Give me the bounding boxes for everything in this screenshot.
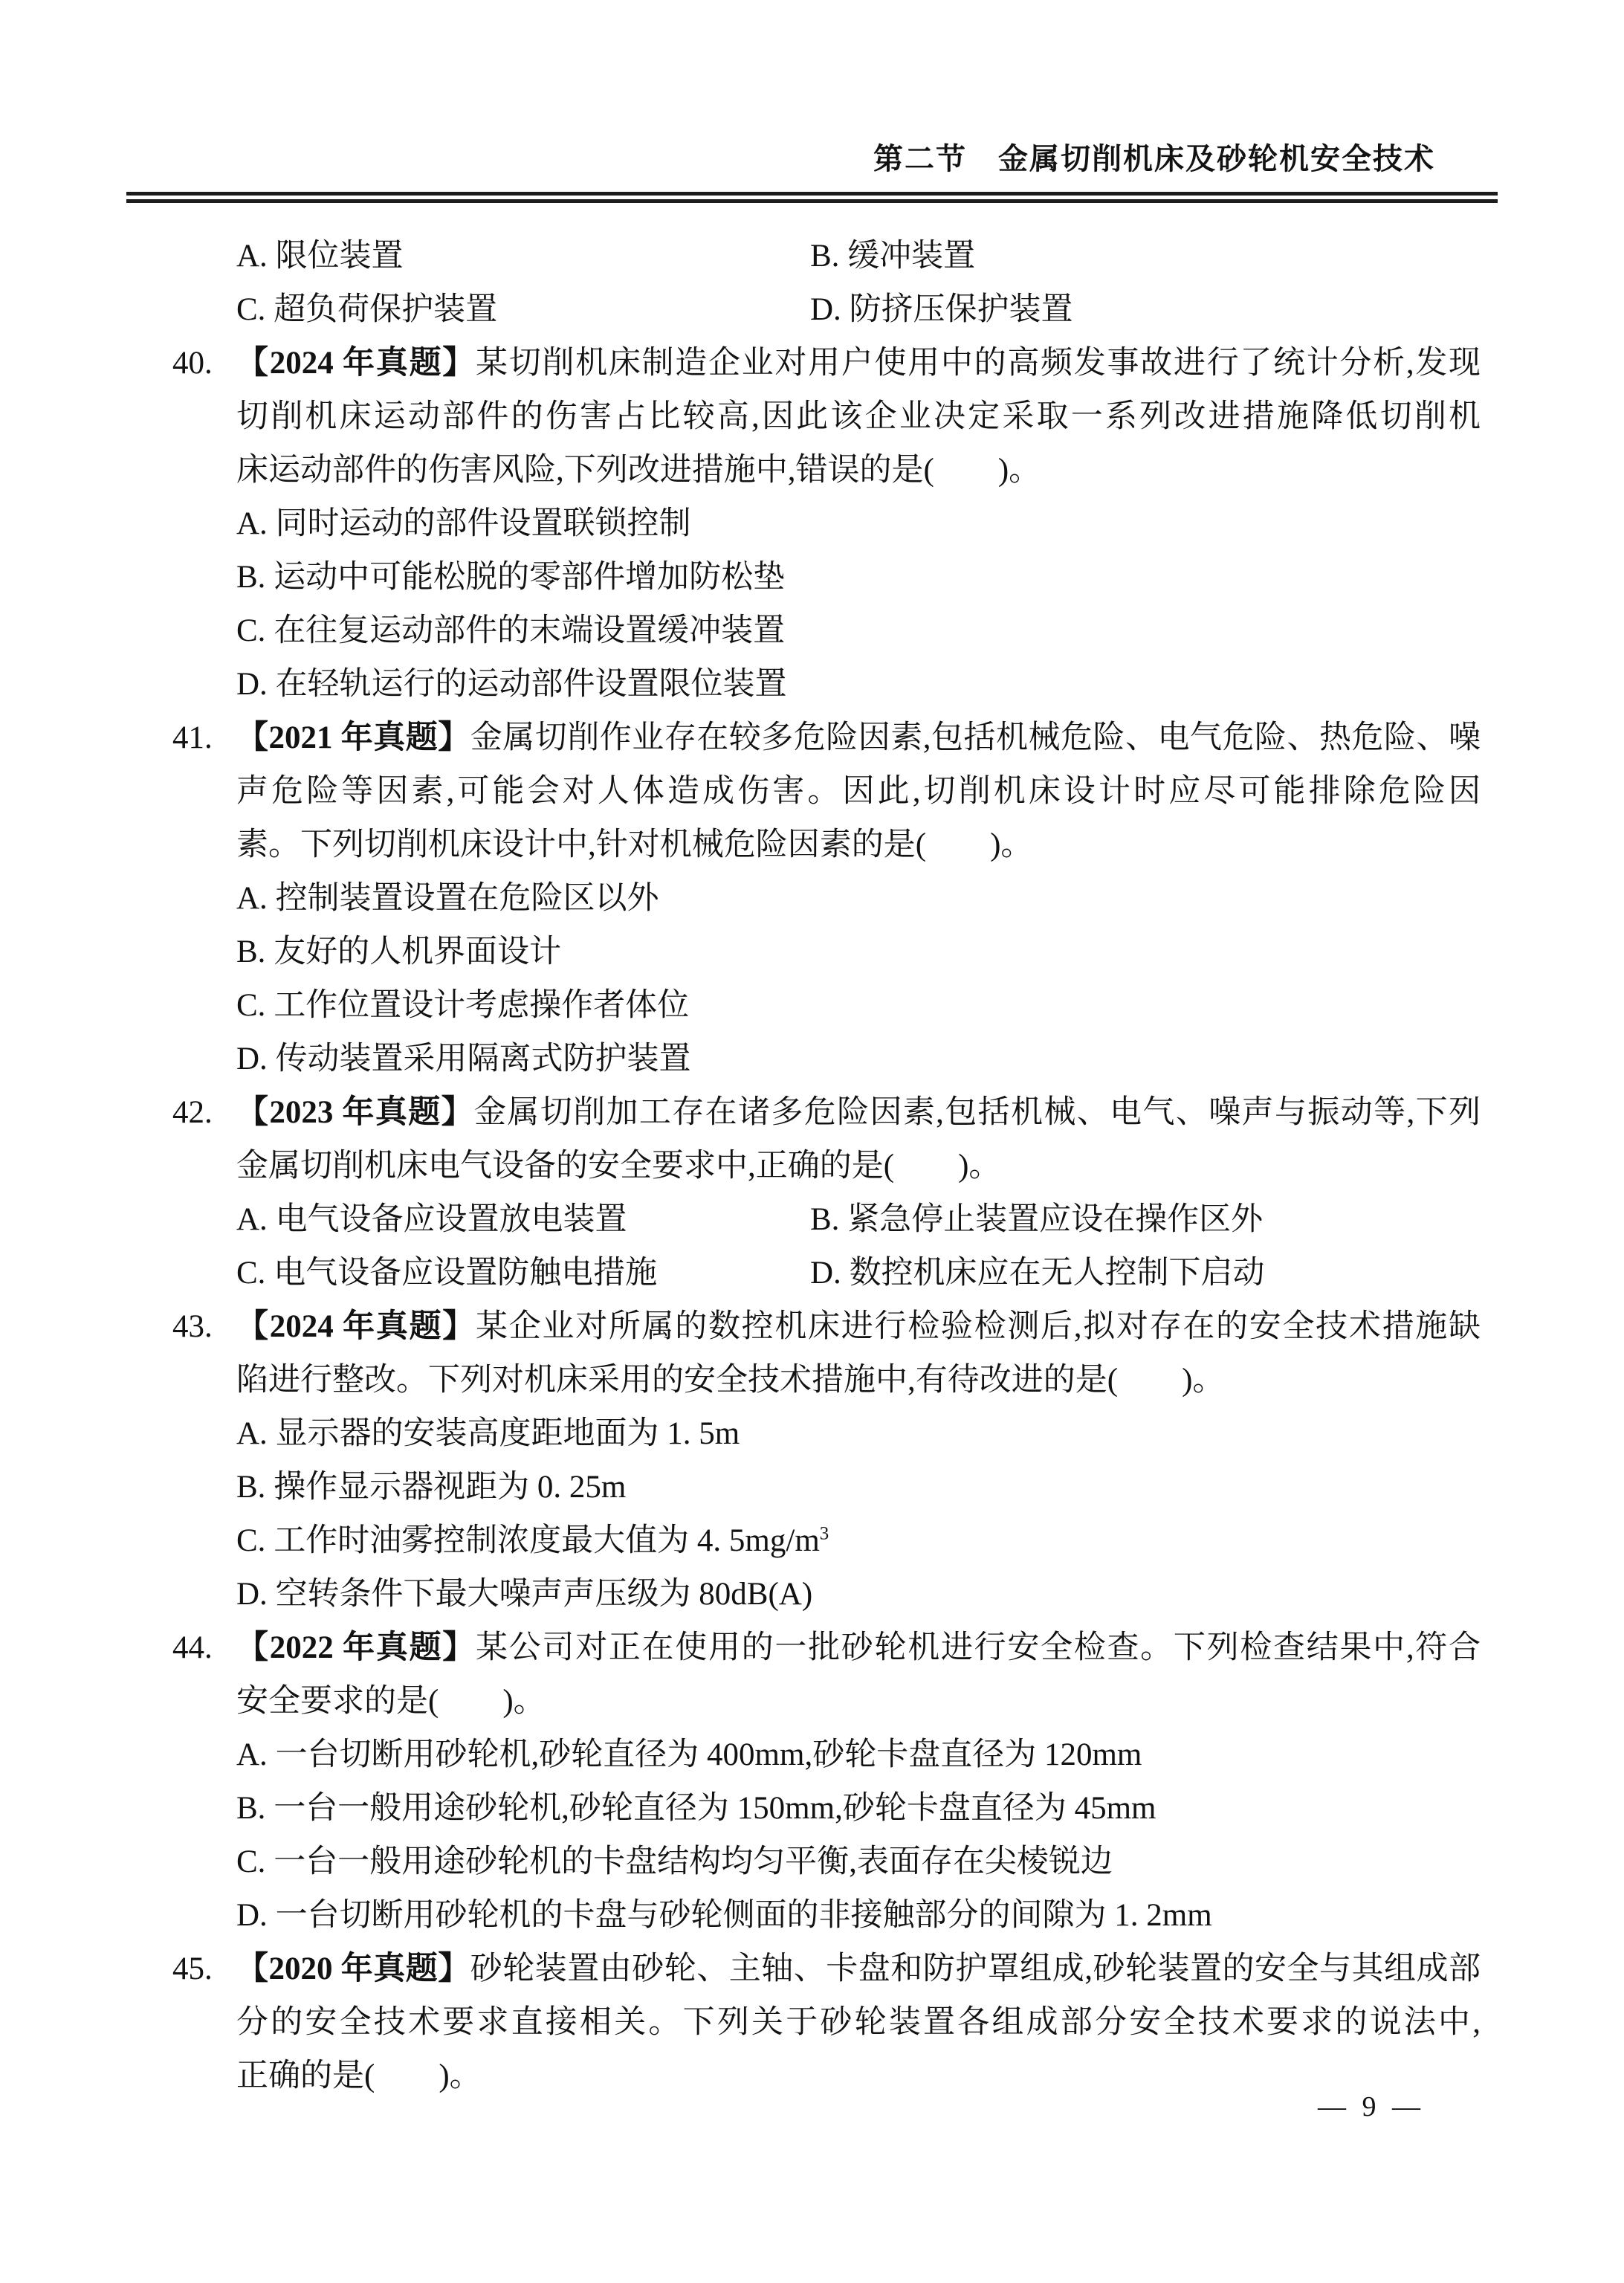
question-stem-text: 金属切削加工存在诸多危险因素,包括机械、电气、噪声与振动等,下列 xyxy=(473,1095,1481,1130)
question-stem-text: 某公司对正在使用的一批砂轮机进行安全检查。下列检查结果中,符合 xyxy=(476,1630,1481,1665)
option-carryover-C xyxy=(236,283,810,337)
question-stem-line xyxy=(172,1621,1481,1675)
question-tag: 【2024 年真题】 xyxy=(236,1309,476,1344)
option-row xyxy=(236,230,1481,283)
option-text: 在往复运动部件的末端设置缓冲装置 xyxy=(274,613,786,648)
option-text: 一台切断用砂轮机,砂轮直径为 400mm,砂轮卡盘直径为 120mm xyxy=(275,1737,1142,1772)
option-text: 友好的人机界面设计 xyxy=(274,934,562,969)
option-letter: A. xyxy=(236,1202,276,1237)
option-41-D xyxy=(236,1033,1481,1086)
question-stem-line xyxy=(172,1086,1481,1140)
option-43-D xyxy=(236,1568,1481,1621)
question-tag: 【2020 年真题】 xyxy=(236,1951,470,1986)
option-letter: B. xyxy=(236,1470,274,1505)
option-letter: C. xyxy=(236,292,274,327)
option-text: 空转条件下最大噪声声压级为 80dB(A) xyxy=(275,1577,813,1612)
option-text: 在轻轨运行的运动部件设置限位装置 xyxy=(275,667,787,702)
question-stem-text: 砂轮装置由砂轮、主轴、卡盘和防护罩组成,砂轮装置的安全与其组成部 xyxy=(470,1951,1481,1986)
option-letter: A. xyxy=(236,1737,276,1772)
question-stem-line: 正确的是( )。 xyxy=(236,2058,482,2093)
question-number: 40. xyxy=(172,346,213,381)
option-text: 紧急停止装置应设在操作区外 xyxy=(847,1202,1264,1237)
option-42-B xyxy=(810,1193,1263,1247)
option-text: 超负荷保护装置 xyxy=(274,292,498,327)
option-text: 传动装置采用隔离式防护装置 xyxy=(275,1042,691,1076)
question-41 xyxy=(172,711,1481,1086)
question-45 xyxy=(172,1943,1481,2103)
question-stem-text: 某切削机床制造企业对用户使用中的高频发事故进行了统计分析,发现 xyxy=(476,346,1481,381)
question-stem-text: 金属切削作业存在较多危险因素,包括机械危险、电气危险、热危险、噪 xyxy=(470,720,1481,755)
carryover-options-block xyxy=(236,230,1481,337)
option-text: 显示器的安装高度距地面为 1. 5m xyxy=(275,1416,740,1451)
question-stem-line xyxy=(172,711,1481,765)
option-text: 限位装置 xyxy=(275,239,404,274)
option-letter: B. xyxy=(810,1202,848,1237)
question-stem-line xyxy=(172,1943,1481,1996)
option-41-C xyxy=(236,979,1481,1033)
question-stem-line: 金属切削机床电气设备的安全要求中,正确的是( )。 xyxy=(236,1149,1001,1184)
option-letter: C. xyxy=(236,1256,274,1291)
option-row xyxy=(236,1193,1481,1247)
question-number: 45. xyxy=(172,1951,213,1986)
option-row xyxy=(236,1247,1481,1300)
option-44-A xyxy=(236,1728,1481,1782)
header-rule-bottom xyxy=(126,199,1498,203)
question-42 xyxy=(172,1086,1481,1300)
option-text: 一台切断用砂轮机的卡盘与砂轮侧面的非接触部分的间隙为 1. 2mm xyxy=(275,1898,1212,1933)
option-carryover-D xyxy=(810,283,1073,337)
option-letter: C. xyxy=(236,613,274,648)
option-superscript: 3 xyxy=(819,1523,829,1544)
option-43-A xyxy=(236,1407,1481,1461)
question-stem-line: 素。下列切削机床设计中,针对机械危险因素的是( )。 xyxy=(236,827,1033,862)
option-text: 控制装置设置在危险区以外 xyxy=(275,881,659,916)
questions-content xyxy=(172,230,1481,2103)
question-stem-line: 床运动部件的伤害风险,下列改进措施中,错误的是( )。 xyxy=(236,453,1041,488)
question-43 xyxy=(172,1300,1481,1621)
page-number: — 9 — xyxy=(1318,2091,1425,2122)
question-tag: 【2021 年真题】 xyxy=(236,720,470,755)
option-41-B xyxy=(236,926,1481,979)
option-carryover-A xyxy=(236,230,810,283)
section-header-title: 第二节 金属切削机床及砂轮机安全技术 xyxy=(873,142,1435,175)
option-text: 工作位置设计考虑操作者体位 xyxy=(274,988,690,1023)
option-letter: B. xyxy=(236,934,274,969)
option-text: 数控机床应在无人控制下启动 xyxy=(849,1256,1265,1291)
option-42-C xyxy=(236,1247,810,1300)
option-43-B xyxy=(236,1461,1481,1514)
option-letter: B. xyxy=(810,239,848,274)
option-letter: B. xyxy=(236,560,274,595)
header-rule-top xyxy=(126,192,1498,196)
option-text: 工作时油雾控制浓度最大值为 4. 5mg/m xyxy=(274,1523,820,1558)
option-text: 缓冲装置 xyxy=(847,239,976,274)
question-stem-line: 声危险等因素,可能会对人体造成伤害。因此,切削机床设计时应尽可能排除危险因 xyxy=(236,774,1481,809)
question-number: 44. xyxy=(172,1630,213,1665)
option-42-D xyxy=(810,1247,1265,1300)
option-carryover-B xyxy=(810,230,975,283)
option-44-B xyxy=(236,1782,1481,1835)
option-44-D xyxy=(236,1889,1481,1943)
question-stem-text: 某企业对所属的数控机床进行检验检测后,拟对存在的安全技术措施缺 xyxy=(476,1309,1481,1344)
option-text: 电气设备应设置防触电措施 xyxy=(274,1256,658,1291)
option-text: 防挤压保护装置 xyxy=(849,292,1073,327)
option-letter: D. xyxy=(236,1042,276,1076)
option-letter: A. xyxy=(236,881,276,916)
option-40-A xyxy=(236,497,1481,551)
option-40-B xyxy=(236,551,1481,604)
option-40-C xyxy=(236,604,1481,658)
question-stem-line xyxy=(172,337,1481,390)
question-number: 42. xyxy=(172,1095,213,1130)
option-41-A xyxy=(236,872,1481,926)
option-text: 操作显示器视距为 0. 25m xyxy=(274,1470,627,1505)
option-text: 一台一般用途砂轮机的卡盘结构均匀平衡,表面存在尖棱锐边 xyxy=(274,1844,1113,1879)
option-letter: B. xyxy=(236,1791,274,1826)
option-letter: D. xyxy=(810,292,850,327)
option-letter: A. xyxy=(236,506,276,541)
option-letter: D. xyxy=(236,1898,276,1933)
option-letter: D. xyxy=(236,1577,276,1612)
option-letter: C. xyxy=(236,988,274,1023)
question-number: 41. xyxy=(172,720,213,755)
option-42-A xyxy=(236,1193,810,1247)
question-tag: 【2024 年真题】 xyxy=(236,346,476,381)
option-40-D xyxy=(236,658,1481,711)
question-stem-line: 陷进行整改。下列对机床采用的安全技术措施中,有待改进的是( )。 xyxy=(236,1363,1225,1398)
question-tag: 【2022 年真题】 xyxy=(236,1630,476,1665)
option-letter: D. xyxy=(236,667,276,702)
question-stem-line: 切削机床运动部件的伤害占比较高,因此该企业决定采取一系列改进措施降低切削机 xyxy=(236,399,1481,434)
question-tag: 【2023 年真题】 xyxy=(236,1095,474,1130)
question-number: 43. xyxy=(172,1309,213,1344)
option-44-C xyxy=(236,1835,1481,1889)
question-stem-line xyxy=(172,1300,1481,1354)
option-text: 同时运动的部件设置联锁控制 xyxy=(275,506,691,541)
option-letter: D. xyxy=(810,1256,850,1291)
option-letter: A. xyxy=(236,239,276,274)
option-text: 运动中可能松脱的零部件增加防松垫 xyxy=(274,560,786,595)
option-row xyxy=(236,283,1481,337)
option-43-C xyxy=(236,1514,1481,1568)
option-letter: C. xyxy=(236,1523,274,1558)
option-text: 电气设备应设置放电装置 xyxy=(275,1202,627,1237)
option-letter: A. xyxy=(236,1416,276,1451)
question-stem-line: 分的安全技术要求直接相关。下列关于砂轮装置各组成部分安全技术要求的说法中, xyxy=(236,2005,1481,2040)
question-40 xyxy=(172,337,1481,711)
question-stem-line: 安全要求的是( )。 xyxy=(236,1684,546,1719)
option-letter: C. xyxy=(236,1844,274,1879)
option-text: 一台一般用途砂轮机,砂轮直径为 150mm,砂轮卡盘直径为 45mm xyxy=(274,1791,1156,1826)
question-44 xyxy=(172,1621,1481,1943)
